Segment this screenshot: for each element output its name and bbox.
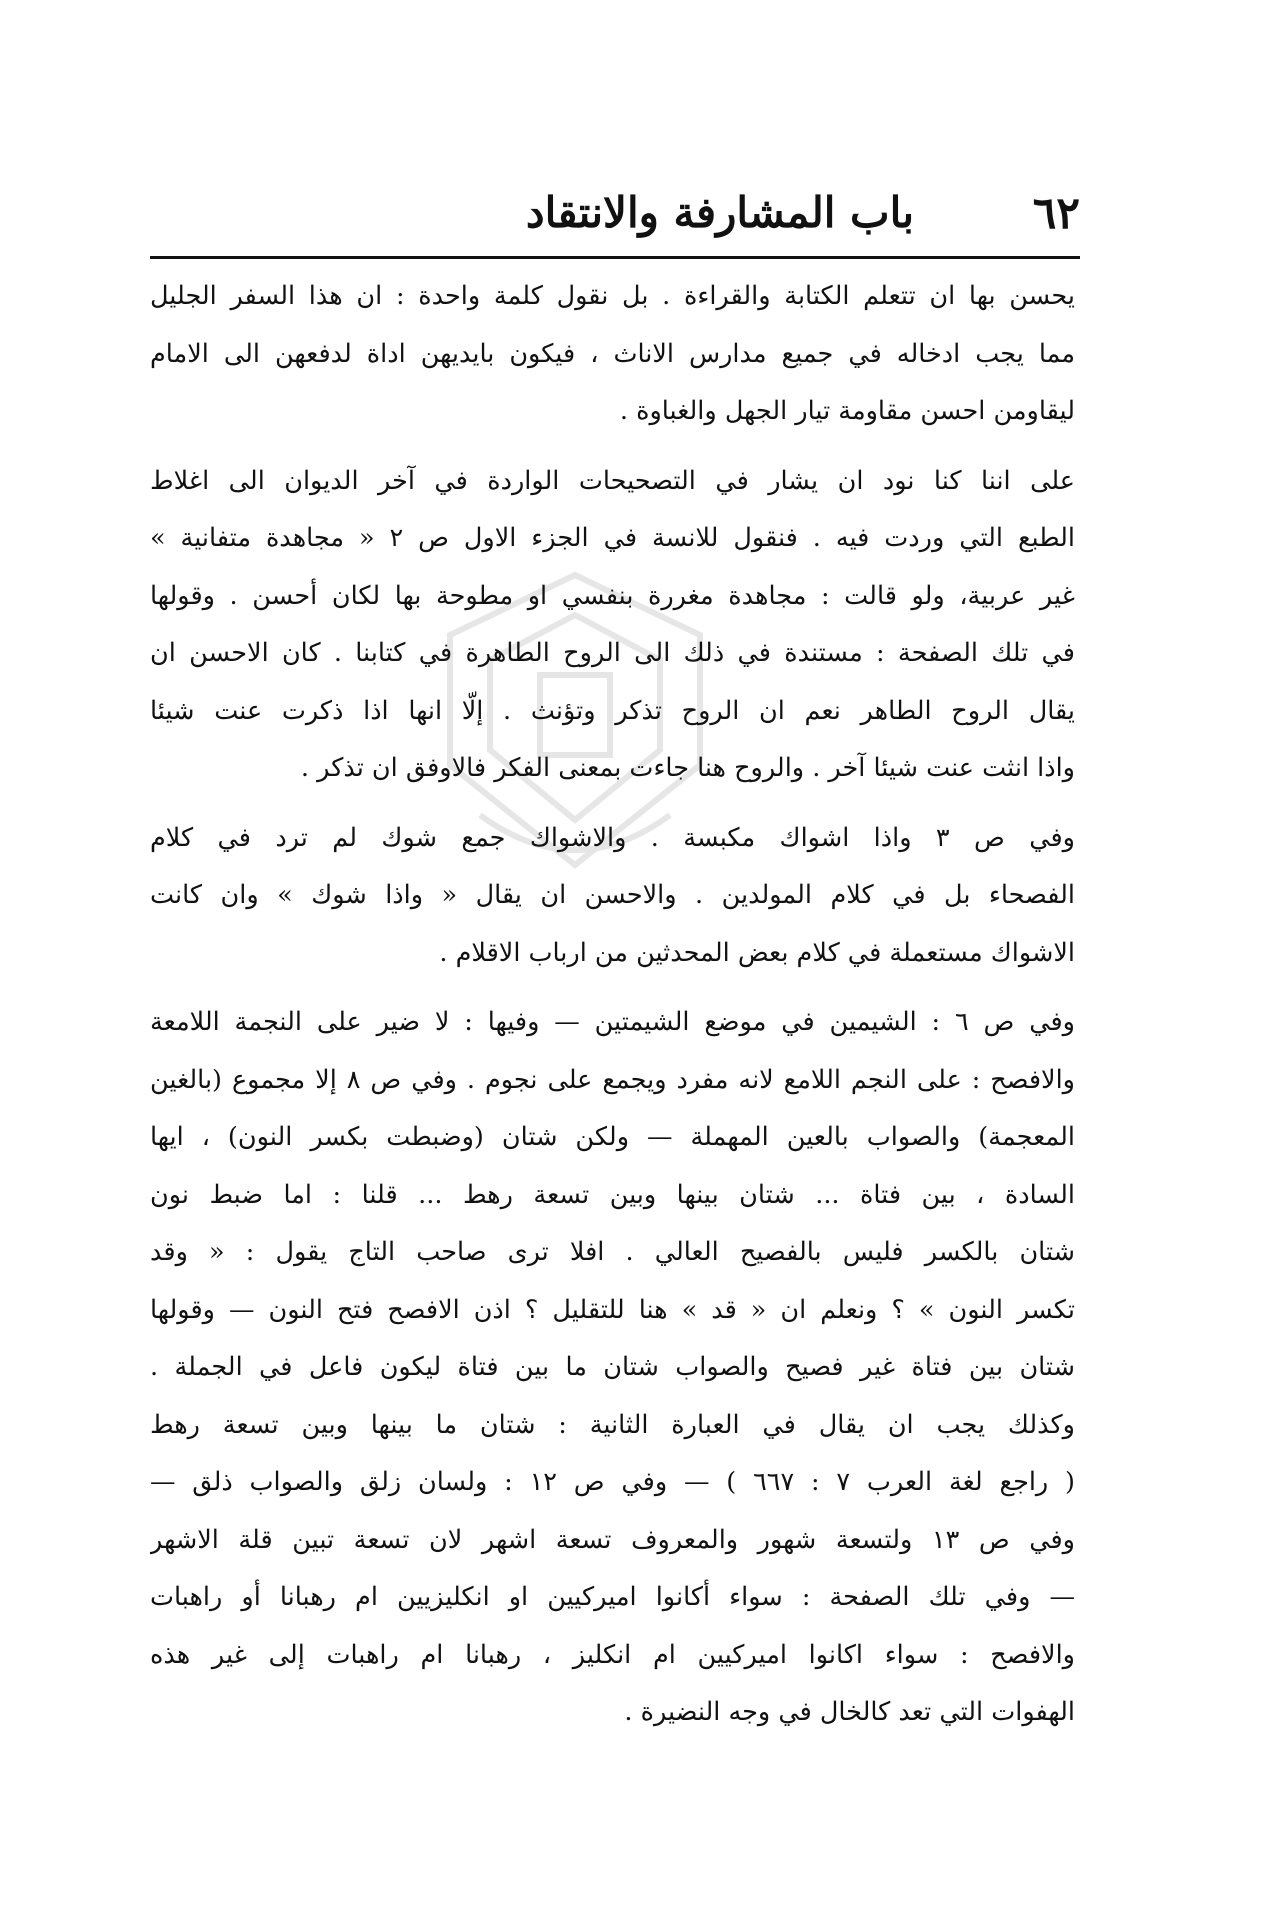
paragraph-2	[150, 453, 1075, 798]
page-header	[140, 180, 1080, 250]
text-line: وفي ص ١٣ ولتسعة شهور والمعروف تسعة اشهر لان تسعة تبين قلة الاشهر	[150, 1524, 1075, 1555]
text-line: يقال الروح الطاهر نعم ان الروح تذكر وتؤنث . إلّا انها اذا ذكرت عنت شيئا	[150, 695, 1075, 726]
text-line: شتان بالكسر فليس بالفصيح العالي . افلا ترى صاحب التاج يقول : « وقد	[150, 1237, 1075, 1267]
header-rule	[150, 256, 1080, 259]
text-line: على اننا كنا نود ان يشار في التصحيحات الواردة في آخر الديوان الى اغلاط	[150, 465, 1075, 496]
text-line: الهفوات التي تعد كالخال في وجه النضيرة .	[624, 1697, 1075, 1727]
body-text	[150, 268, 1075, 1742]
text-line: وفي ص ٦ : الشيمين في موضع الشيمتين — وفيها : لا ضير على النجمة اللامعة	[150, 1007, 1075, 1037]
text-line: ( راجع لغة العرب ٧ : ٦٦٧ ) — وفي ص ١٢ : ولسان زلق والصواب ذلق —	[150, 1467, 1075, 1497]
text-line: وكذلك يجب ان يقال في العبارة الثانية : شتان ما بينها وبين تسعة رهط	[150, 1409, 1075, 1440]
text-line: والافصح : على النجم اللامع لانه مفرد ويجمع على نجوم . وفي ص ٨ إلا مجموع (بالغين	[150, 1064, 1075, 1095]
text-line: الاشواك مستعملة في كلام بعض المحدثين من ارباب الاقلام .	[439, 937, 1075, 968]
paragraph-4	[150, 994, 1075, 1742]
text-line: الفصحاء بل في كلام المولدين . والاحسن ان يقال « واذا شوك » وان كانت	[150, 880, 1075, 910]
text-line: تكسر النون » ؟ ونعلم ان « قد » هنا للتقليل ؟ اذن الافصح فتح النون — وقولها	[150, 1294, 1075, 1325]
text-line: السادة ، بين فتاة ... شتان بينها وبين تسعة رهط ... قلنا : اما ضبط نون	[150, 1179, 1075, 1210]
text-line: المعجمة) والصواب بالعين المهملة — ولكن شتان (وضبطت بكسر النون) ، ايها	[150, 1122, 1075, 1152]
text-line: غير عربية، ولو قالت : مجاهدة مغررة بنفسي او مطوحة بها لكان أحسن . وقولها	[150, 580, 1075, 611]
text-line: يحسن بها ان تتعلم الكتابة والقراءة . بل نقول كلمة واحدة : ان هذا السفر الجليل	[150, 281, 1075, 311]
page-number: ٦٢	[1032, 188, 1080, 239]
text-line: ليقاومن احسن مقاومة تيار الجهل والغباوة .	[619, 396, 1075, 426]
text-line: — وفي تلك الصفحة : سواء أكانوا اميركيين او انكليزيين ام رهبانا أو راهبات	[150, 1582, 1075, 1612]
text-line: واذا انثت عنت شيئا آخر . والروح هنا جاءت بمعنى الفكر فالاوفق ان تذكر .	[300, 753, 1075, 783]
text-line: في تلك الصفحة : مستندة في ذلك الى الروح الطاهرة في كتابنا . كان الاحسن ان	[150, 638, 1075, 668]
running-title: باب المشارفة والانتقاد	[525, 188, 915, 237]
text-line: والافصح : سواء اكانوا اميركيين ام انكليز ، رهبانا ام راهبات إلى غير هذه	[150, 1639, 1075, 1670]
paragraph-1	[150, 268, 1075, 441]
text-line: شتان بين فتاة غير فصيح والصواب شتان ما بين فتاة ليكون فاعل في الجملة .	[150, 1352, 1075, 1382]
paragraph-3	[150, 810, 1075, 983]
text-line: مما يجب ادخاله في جميع مدارس الاناث ، فيكون بايديهن اداة لدفعهن الى الامام	[150, 338, 1075, 369]
text-line: وفي ص ٣ واذا اشواك مكبسة . والاشواك جمع شوك لم ترد في كلام	[150, 822, 1075, 853]
text-line: الطبع التي وردت فيه . فنقول للانسة في الجزء الاول ص ٢ « مجاهدة متفانية »	[150, 523, 1075, 553]
